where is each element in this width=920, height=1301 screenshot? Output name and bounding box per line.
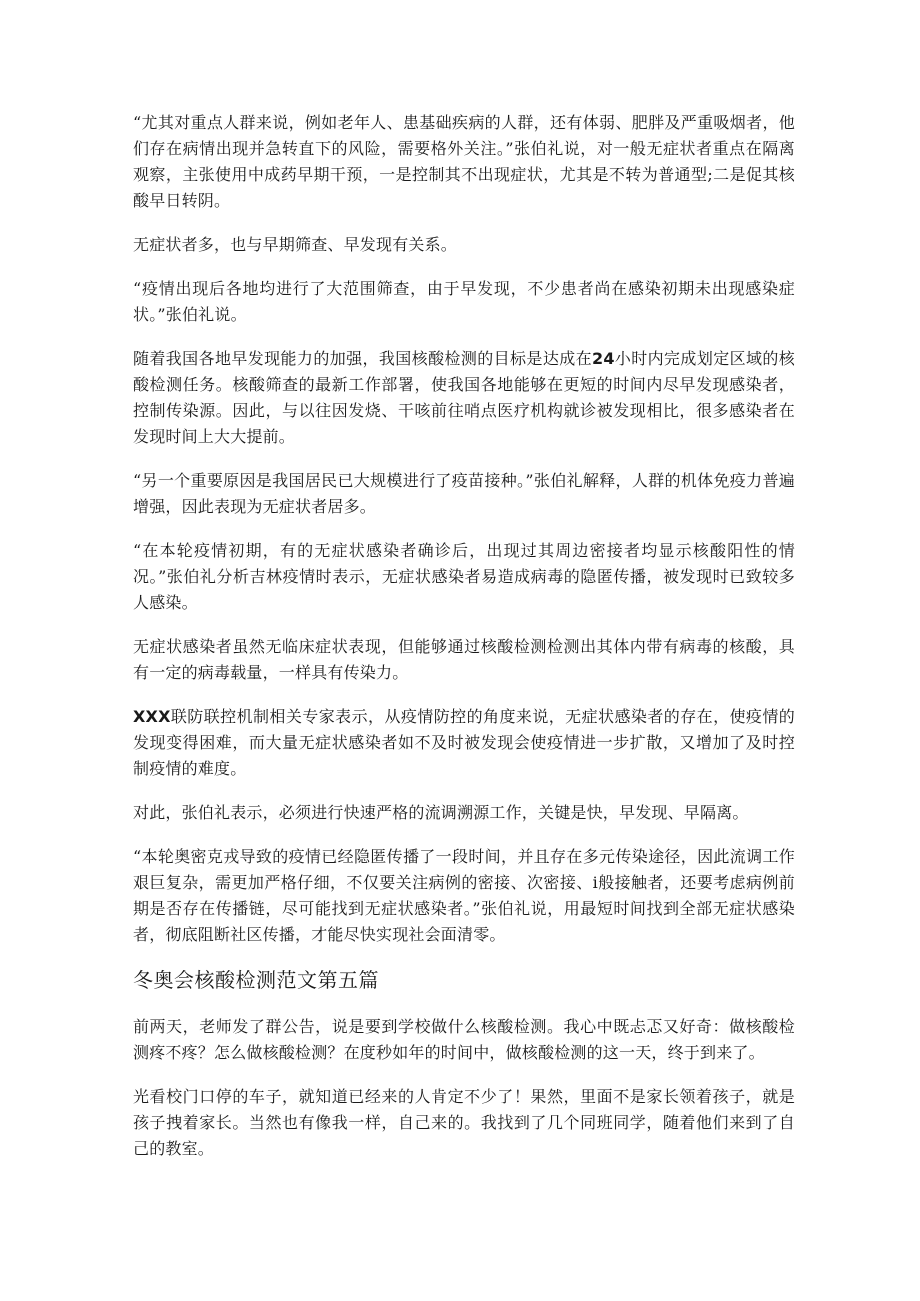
paragraph-10: “本轮奥密克戎导致的疫情已经隐匿传播了一段时间，并且存在多元传染途径，因此流调工作艰巨复杂，需更加严格仔细，不仅要关注病例的密接、次密接、i般接触者，还要考虑病例前期是否存在传播链，尽可能找到无症状感染者。”张伯礼说，用最短时间找到全部无症状感染者，彻底阻断社区传播，才能尽快实现社会面清零。 bbox=[133, 847, 795, 944]
paragraph-5: “另一个重要原因是我国居民已大规模进行了疫苗接种。”张伯礼解释，人群的机体免疫力普遍增强，因此表现为无症状者居多。 bbox=[133, 471, 795, 516]
paragraph-8-after: 联防联控机制相关专家表示，从疫情防控的角度来说，无症状感染者的存在，使疫情的发现变得困难，而大量无症状感染者如不及时被发现会使疫情进一步扩散，又增加了及时控制疫情的难度。 bbox=[133, 707, 795, 778]
paragraph-2: 无症状者多，也与早期筛查、早发现有关系。 bbox=[133, 235, 458, 254]
section-heading: 冬奥会核酸检测范文第五篇 bbox=[133, 968, 379, 992]
paragraph-4-bold-number: 24 bbox=[592, 349, 615, 368]
paragraph-4-before: 随着我国各地早发现能力的加强，我国核酸检测的目标是达成在 bbox=[133, 349, 592, 368]
paragraph-7: 无症状感染者虽然无临床症状表现，但能够通过核酸检测检测出其体内带有病毒的核酸，具有一定的病毒载量，一样具有传染力。 bbox=[133, 637, 795, 682]
paragraph-4-after: 小时内完成划定区域的核酸检测任务。核酸筛查的最新工作部署，使我国各地能够在更短的时间内尽早发现感染者，控制传染源。因此，与以往因发烧、干咳前往哨点医疗机构就诊被发现相比，很多感染者在发现时间上大大提前。 bbox=[133, 349, 795, 446]
paragraph-1: “尤其对重点人群来说，例如老年人、患基础疾病的人群，还有体弱、肥胖及严重吸烟者，他们存在病情出现并急转直下的风险，需要格外关注。”张伯礼说，对一般无症状者重点在隔离观察，主张使用中成药早期干预，一是控制其不出现症状，尤其是不转为普通型;二是促其核酸早日转阴。 bbox=[133, 113, 795, 210]
paragraph-12: 光看校门口停的车子，就知道已经来的人肯定不少了！果然，里面不是家长领着孩子，就是孩子拽着家长。当然也有像我一样，自己来的。我找到了几个同班同学，随着他们来到了自己的教室。 bbox=[133, 1087, 795, 1158]
paragraph-8-bold-prefix: XXX bbox=[133, 707, 171, 726]
document-page bbox=[133, 110, 795, 1180]
paragraph-8 bbox=[133, 704, 795, 782]
paragraph-6: “在本轮疫情初期，有的无症状感染者确诊后，出现过其周边密接者均显示核酸阳性的情况。”张伯礼分析吉林疫情时表示，无症状感染者易造成病毒的隐匿传播，被发现时已致较多人感染。 bbox=[133, 541, 795, 612]
paragraph-11: 前两天，老师发了群公告，说是要到学校做什么核酸检测。我心中既忐忑又好奇：做核酸检测疼不疼？怎么做核酸检测？在度秒如年的时间中，做核酸检测的这一天，终于到来了。 bbox=[133, 1017, 795, 1062]
paragraph-3: “疫情出现后各地均进行了大范围筛查，由于早发现，不少患者尚在感染初期未出现感染症状。”张伯礼说。 bbox=[133, 279, 795, 324]
paragraph-4 bbox=[133, 346, 795, 450]
paragraph-9: 对此，张伯礼表示，必须进行快速严格的流调溯源工作，关键是快，早发现、早隔离。 bbox=[133, 803, 749, 822]
